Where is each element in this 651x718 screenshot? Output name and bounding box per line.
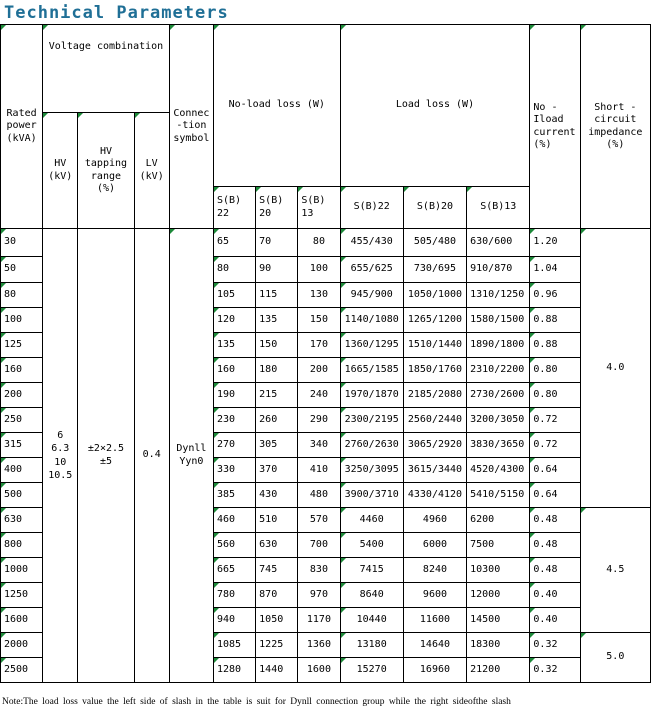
loadloss-sb20-cell: 2560/2440 <box>403 408 466 433</box>
rated-power-cell: 1600 <box>1 608 43 633</box>
loadloss-sb20-cell: 9600 <box>403 583 466 608</box>
loadloss-sb13-cell: 18300 <box>467 633 530 658</box>
impedance-cell: 5.0 <box>580 633 650 683</box>
header-hv-tapping-range: HV tapping range (%) <box>78 113 134 229</box>
loadloss-sb13-cell: 12000 <box>467 583 530 608</box>
noload-sb20-cell: 180 <box>256 358 298 383</box>
noload-current-cell: 0.88 <box>530 308 580 333</box>
loadloss-sb22-cell: 945/900 <box>340 283 403 308</box>
loadloss-sb20-cell: 16960 <box>403 658 466 683</box>
noload-sb13-cell: 970 <box>298 583 340 608</box>
noload-sb22-cell: 230 <box>213 408 255 433</box>
noload-current-cell: 0.48 <box>530 558 580 583</box>
rated-power-cell: 125 <box>1 333 43 358</box>
loadloss-sb20-cell: 14640 <box>403 633 466 658</box>
noload-sb22-cell: 385 <box>213 483 255 508</box>
technical-parameters-table <box>0 24 651 683</box>
noload-sb20-cell: 870 <box>256 583 298 608</box>
loadloss-sb13-cell: 7500 <box>467 533 530 558</box>
noload-sb20-cell: 305 <box>256 433 298 458</box>
noload-sb22-cell: 65 <box>213 229 255 257</box>
noload-sb13-cell: 80 <box>298 229 340 257</box>
noload-sb13-cell: 150 <box>298 308 340 333</box>
impedance-cell: 4.0 <box>580 229 650 508</box>
noload-current-cell: 0.64 <box>530 458 580 483</box>
noload-current-cell: 0.40 <box>530 608 580 633</box>
rated-power-cell: 30 <box>1 229 43 257</box>
noload-current-cell: 0.48 <box>530 508 580 533</box>
noload-sb22-cell: 270 <box>213 433 255 458</box>
noload-sb22-cell: 1085 <box>213 633 255 658</box>
noload-sb13-cell: 570 <box>298 508 340 533</box>
noload-current-cell: 0.88 <box>530 333 580 358</box>
connection-symbol-cell: Dynll Yyn0 <box>169 229 213 683</box>
lv-value-cell: 0.4 <box>134 229 169 683</box>
rated-power-cell: 160 <box>1 358 43 383</box>
header-voltage-combination: Voltage combination <box>43 25 170 113</box>
loadloss-sb13-cell: 3200/3050 <box>467 408 530 433</box>
header-no-load-current: No -Iload current (%) <box>530 25 580 229</box>
impedance-cell: 4.5 <box>580 508 650 633</box>
noload-sb22-cell: 460 <box>213 508 255 533</box>
loadloss-sb13-cell: 10300 <box>467 558 530 583</box>
noload-sb22-cell: 120 <box>213 308 255 333</box>
noload-sb20-cell: 90 <box>256 257 298 283</box>
noload-sb13-cell: 1170 <box>298 608 340 633</box>
loadloss-sb13-cell: 910/870 <box>467 257 530 283</box>
header-short-circuit-impedance: Short -circuit impedance (%) <box>580 25 650 229</box>
loadloss-sb22-cell: 7415 <box>340 558 403 583</box>
noload-sb20-cell: 115 <box>256 283 298 308</box>
loadloss-sb13-cell: 3830/3650 <box>467 433 530 458</box>
rated-power-cell: 2500 <box>1 658 43 683</box>
noload-sb22-cell: 1280 <box>213 658 255 683</box>
noload-sb20-cell: 135 <box>256 308 298 333</box>
loadloss-sb22-cell: 2760/2630 <box>340 433 403 458</box>
header-load-sb22: S(B)22 <box>340 187 403 229</box>
noload-sb22-cell: 160 <box>213 358 255 383</box>
loadloss-sb22-cell: 15270 <box>340 658 403 683</box>
noload-current-cell: 0.72 <box>530 408 580 433</box>
loadloss-sb13-cell: 1890/1800 <box>467 333 530 358</box>
rated-power-cell: 630 <box>1 508 43 533</box>
header-load-sb13: S(B)13 <box>467 187 530 229</box>
noload-sb13-cell: 830 <box>298 558 340 583</box>
noload-current-cell: 0.80 <box>530 358 580 383</box>
loadloss-sb22-cell: 8640 <box>340 583 403 608</box>
loadloss-sb13-cell: 6200 <box>467 508 530 533</box>
noload-sb22-cell: 940 <box>213 608 255 633</box>
noload-sb22-cell: 80 <box>213 257 255 283</box>
loadloss-sb22-cell: 5400 <box>340 533 403 558</box>
noload-sb20-cell: 70 <box>256 229 298 257</box>
rated-power-cell: 500 <box>1 483 43 508</box>
noload-sb13-cell: 100 <box>298 257 340 283</box>
noload-current-cell: 0.80 <box>530 383 580 408</box>
page-title: Technical Parameters <box>4 3 229 23</box>
loadloss-sb22-cell: 10440 <box>340 608 403 633</box>
header-load-loss: Load loss (W) <box>340 25 530 187</box>
noload-sb13-cell: 410 <box>298 458 340 483</box>
table-row <box>1 229 651 257</box>
noload-sb13-cell: 340 <box>298 433 340 458</box>
noload-current-cell: 0.72 <box>530 433 580 458</box>
noload-sb20-cell: 630 <box>256 533 298 558</box>
rated-power-cell: 1250 <box>1 583 43 608</box>
noload-sb20-cell: 510 <box>256 508 298 533</box>
noload-current-cell: 0.40 <box>530 583 580 608</box>
noload-sb22-cell: 105 <box>213 283 255 308</box>
noload-sb22-cell: 780 <box>213 583 255 608</box>
rated-power-cell: 800 <box>1 533 43 558</box>
loadloss-sb20-cell: 2185/2080 <box>403 383 466 408</box>
loadloss-sb20-cell: 1050/1000 <box>403 283 466 308</box>
loadloss-sb20-cell: 6000 <box>403 533 466 558</box>
noload-sb20-cell: 1050 <box>256 608 298 633</box>
rated-power-cell: 315 <box>1 433 43 458</box>
loadloss-sb22-cell: 1970/1870 <box>340 383 403 408</box>
loadloss-sb22-cell: 1140/1080 <box>340 308 403 333</box>
rated-power-cell: 50 <box>1 257 43 283</box>
loadloss-sb22-cell: 1360/1295 <box>340 333 403 358</box>
loadloss-sb13-cell: 630/600 <box>467 229 530 257</box>
loadloss-sb20-cell: 1510/1440 <box>403 333 466 358</box>
loadloss-sb22-cell: 4460 <box>340 508 403 533</box>
header-noload-sb22: S(B) 22 <box>213 187 255 229</box>
loadloss-sb22-cell: 3900/3710 <box>340 483 403 508</box>
noload-sb20-cell: 745 <box>256 558 298 583</box>
header-hv: HV (kV) <box>43 113 78 229</box>
noload-sb13-cell: 240 <box>298 383 340 408</box>
noload-sb13-cell: 700 <box>298 533 340 558</box>
noload-sb13-cell: 290 <box>298 408 340 433</box>
loadloss-sb20-cell: 3615/3440 <box>403 458 466 483</box>
rated-power-cell: 200 <box>1 383 43 408</box>
rated-power-cell: 100 <box>1 308 43 333</box>
loadloss-sb13-cell: 2310/2200 <box>467 358 530 383</box>
header-noload-sb20: S(B) 20 <box>256 187 298 229</box>
rated-power-cell: 1000 <box>1 558 43 583</box>
noload-sb20-cell: 1440 <box>256 658 298 683</box>
loadloss-sb13-cell: 1580/1500 <box>467 308 530 333</box>
loadloss-sb20-cell: 4330/4120 <box>403 483 466 508</box>
noload-sb20-cell: 370 <box>256 458 298 483</box>
noload-sb20-cell: 150 <box>256 333 298 358</box>
noload-sb20-cell: 430 <box>256 483 298 508</box>
loadloss-sb20-cell: 730/695 <box>403 257 466 283</box>
rated-power-cell: 80 <box>1 283 43 308</box>
header-no-load-loss: No-load loss (W) <box>213 25 340 187</box>
header-connection-symbol: Connec -tion symbol <box>169 25 213 229</box>
noload-current-cell: 0.48 <box>530 533 580 558</box>
noload-current-cell: 1.20 <box>530 229 580 257</box>
noload-sb22-cell: 190 <box>213 383 255 408</box>
loadloss-sb20-cell: 4960 <box>403 508 466 533</box>
noload-sb22-cell: 135 <box>213 333 255 358</box>
loadloss-sb20-cell: 11600 <box>403 608 466 633</box>
hv-values-cell: 6 6.3 10 10.5 <box>43 229 78 683</box>
loadloss-sb20-cell: 505/480 <box>403 229 466 257</box>
rated-power-cell: 250 <box>1 408 43 433</box>
noload-sb13-cell: 170 <box>298 333 340 358</box>
loadloss-sb13-cell: 21200 <box>467 658 530 683</box>
noload-current-cell: 0.96 <box>530 283 580 308</box>
noload-sb20-cell: 260 <box>256 408 298 433</box>
loadloss-sb22-cell: 3250/3095 <box>340 458 403 483</box>
noload-sb13-cell: 1360 <box>298 633 340 658</box>
noload-sb20-cell: 215 <box>256 383 298 408</box>
rated-power-cell: 400 <box>1 458 43 483</box>
noload-sb22-cell: 330 <box>213 458 255 483</box>
loadloss-sb22-cell: 13180 <box>340 633 403 658</box>
header-lv: LV (kV) <box>134 113 169 229</box>
noload-sb13-cell: 1600 <box>298 658 340 683</box>
loadloss-sb13-cell: 1310/1250 <box>467 283 530 308</box>
loadloss-sb22-cell: 2300/2195 <box>340 408 403 433</box>
noload-sb22-cell: 560 <box>213 533 255 558</box>
noload-sb13-cell: 480 <box>298 483 340 508</box>
noload-sb13-cell: 130 <box>298 283 340 308</box>
header-rated-power: Rated power (kVA) <box>1 25 43 229</box>
loadloss-sb20-cell: 3065/2920 <box>403 433 466 458</box>
loadloss-sb13-cell: 4520/4300 <box>467 458 530 483</box>
noload-sb13-cell: 200 <box>298 358 340 383</box>
header-noload-sb13: S(B) 13 <box>298 187 340 229</box>
loadloss-sb22-cell: 655/625 <box>340 257 403 283</box>
loadloss-sb20-cell: 1265/1200 <box>403 308 466 333</box>
loadloss-sb20-cell: 1850/1760 <box>403 358 466 383</box>
noload-sb20-cell: 1225 <box>256 633 298 658</box>
noload-current-cell: 0.32 <box>530 633 580 658</box>
loadloss-sb13-cell: 5410/5150 <box>467 483 530 508</box>
loadloss-sb22-cell: 1665/1585 <box>340 358 403 383</box>
noload-sb22-cell: 665 <box>213 558 255 583</box>
loadloss-sb13-cell: 2730/2600 <box>467 383 530 408</box>
noload-current-cell: 0.64 <box>530 483 580 508</box>
hv-tapping-cell: ±2×2.5 ±5 <box>78 229 134 683</box>
noload-current-cell: 0.32 <box>530 658 580 683</box>
footnote: Note:The load loss value the left side of slash in the table is suit for Dynll connection group while the right sideofthe slash <box>2 697 511 707</box>
header-load-sb20: S(B)20 <box>403 187 466 229</box>
loadloss-sb13-cell: 14500 <box>467 608 530 633</box>
noload-current-cell: 1.04 <box>530 257 580 283</box>
rated-power-cell: 2000 <box>1 633 43 658</box>
loadloss-sb22-cell: 455/430 <box>340 229 403 257</box>
loadloss-sb20-cell: 8240 <box>403 558 466 583</box>
